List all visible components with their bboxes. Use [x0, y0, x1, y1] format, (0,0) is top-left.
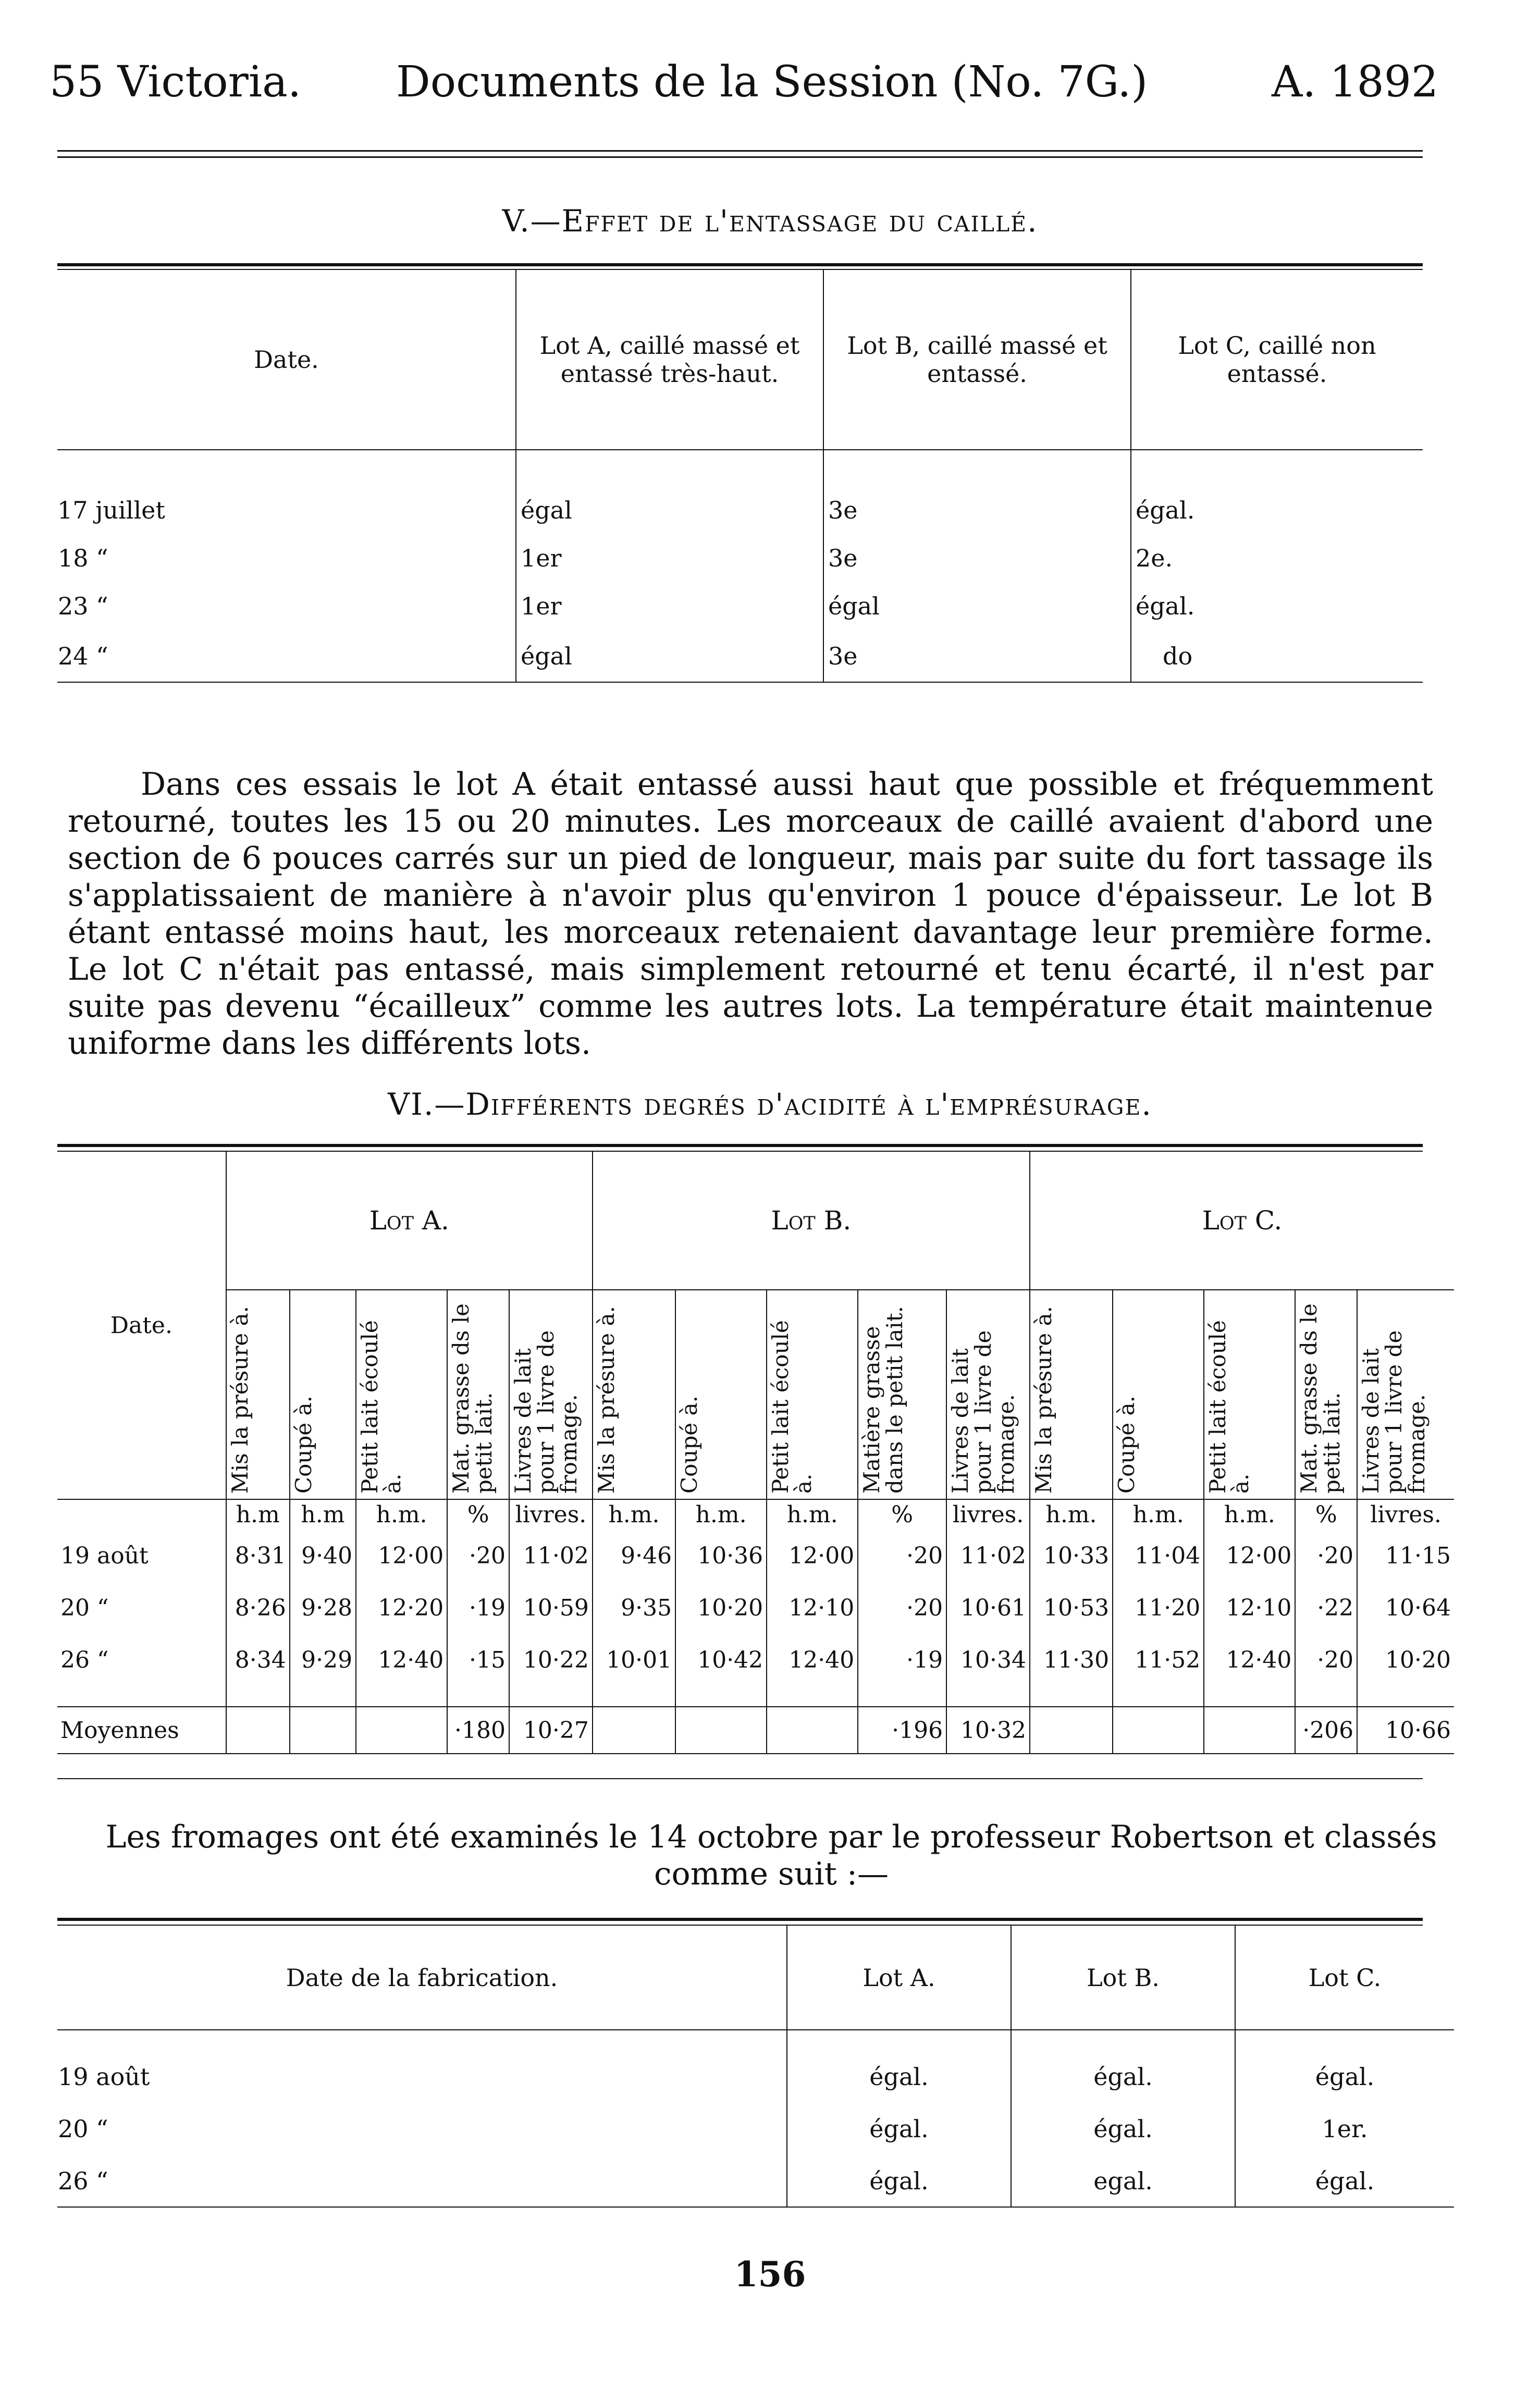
cell-b-0: 10·01 [593, 1634, 675, 1686]
header-rule-2 [57, 156, 1423, 158]
cell-b-2: 12·40 [767, 1634, 858, 1686]
running-head-left: 55 Victoria. [50, 57, 302, 107]
unit-c-3: % [1295, 1499, 1357, 1530]
cell-a-0: 8·31 [226, 1530, 290, 1582]
cell-a-0: 8·26 [226, 1582, 290, 1634]
unit-b-1: h.m. [675, 1499, 767, 1530]
running-head-right: A. 1892 [1272, 57, 1439, 107]
averages-label: Moyennes [57, 1707, 226, 1754]
unit-b-3: % [858, 1499, 946, 1530]
unit-c-4: livres. [1357, 1499, 1454, 1530]
section-vi-bottom-rule [57, 1778, 1423, 1779]
unit-b-4: livres. [946, 1499, 1030, 1530]
cell-b-1: 10·20 [675, 1582, 767, 1634]
cell-a: égal. [787, 2051, 1011, 2103]
row-date: 19 août [60, 1542, 149, 1569]
col-lot-c: Lot C. [1235, 1926, 1454, 2030]
row-date: 23 “ [58, 592, 108, 620]
subheader-b-1 [675, 1290, 767, 1499]
subheader-text: Mat. grasse ds le petit lait. [448, 1303, 497, 1494]
subheader-c-3 [1295, 1290, 1357, 1499]
cell-a-3: ·19 [447, 1582, 509, 1634]
unit-c-0: h.m. [1030, 1499, 1113, 1530]
avg-a-3: ·180 [447, 1707, 509, 1754]
cell-a-4: 10·59 [509, 1582, 593, 1634]
cell-a: égal. [787, 2103, 1011, 2155]
table-row [57, 2051, 1454, 2103]
avg-c-3: ·206 [1295, 1707, 1357, 1754]
avg-empty [290, 1707, 356, 1754]
subheader-text: Mis la présure à. [1030, 1305, 1056, 1494]
paragraph-2: Les fromages ont été examinés le 14 octobre par le professeur Robertson et classés comme suit :— [105, 1819, 1437, 1892]
subheader-text: Petit lait écoulé à. [768, 1320, 817, 1494]
avg-empty [356, 1707, 447, 1754]
cell-b-1: 10·36 [675, 1530, 767, 1582]
avg-empty [675, 1707, 767, 1754]
table-row [57, 1530, 1454, 1582]
cell-b-3: ·19 [858, 1634, 946, 1686]
cell-c-0: 10·53 [1030, 1582, 1113, 1634]
running-head-center: Documents de la Session (No. 7G.) [396, 57, 1148, 107]
subheader-c-0 [1030, 1290, 1113, 1499]
paragraph-1: Dans ces essais le lot A était entassé aussi haut que possible et fréquemment retourné, toutes les 15 ou 20 minutes. Les morceaux de caillé avaient d'abord une section de 6 pouces carrés sur un pied de longueur, mais par suite du fort tassage ils s'applatissaient de manière à n'avoir plus qu'environ 1 pouce d'épaisseur. Le lot B étant entassé moins haut, les morceaux retenaient davantage leur première forme. Le lot C n'était pas entassé, mais simplement retourné et tenu écarté, il n'est par suite pas devenu “écailleux” comme les autres lots. La température était maintenue uniforme dans les différents lots. [68, 766, 1433, 1062]
section-v-table [57, 270, 1423, 683]
row-date: 20 “ [58, 2115, 108, 2143]
table-row [57, 486, 1423, 534]
cell-c-2: 12·40 [1204, 1634, 1295, 1686]
cell-a-1: 9·29 [290, 1634, 356, 1686]
cell-c-3: ·22 [1295, 1582, 1357, 1634]
row-date: 18 “ [58, 544, 108, 572]
cell-b: égal. [1011, 2103, 1235, 2155]
unit-a-4: livres. [509, 1499, 593, 1530]
section-vii-table [57, 1926, 1454, 2208]
subheader-c-1 [1113, 1290, 1204, 1499]
subheader-text: Petit lait écoulé à. [1205, 1320, 1254, 1494]
row-date: 26 “ [57, 2155, 787, 2207]
subheader-a-1 [290, 1290, 356, 1499]
subheader-text: Matière grasse dans le petit lait. [859, 1306, 908, 1494]
cell-a-4: 11·02 [509, 1530, 593, 1582]
unit-c-2: h.m. [1204, 1499, 1295, 1530]
section-vii-top-rule [57, 1918, 1423, 1921]
avg-c-4: 10·66 [1357, 1707, 1454, 1754]
cell-c: égal. [1235, 2051, 1454, 2103]
cell-c: 2e. [1131, 534, 1423, 582]
row-date: 19 août [58, 2063, 150, 2091]
cell-c: égal. [1235, 2155, 1454, 2207]
cell-b: 3e [823, 534, 1131, 582]
cell-c-3: ·20 [1295, 1530, 1357, 1582]
cell-c-4: 10·64 [1357, 1582, 1454, 1634]
unit-a-3: % [447, 1499, 509, 1530]
cell-b-3: ·20 [858, 1530, 946, 1582]
cell-c-3: ·20 [1295, 1634, 1357, 1686]
section-v-title: V.—Effet de l'entassage du caillé. [502, 203, 1038, 239]
unit-b-0: h.m. [593, 1499, 675, 1530]
table-row [57, 2155, 1454, 2207]
section-vi-table [57, 1152, 1454, 1754]
cell-c: égal. [1131, 582, 1423, 630]
unit-b-2: h.m. [767, 1499, 858, 1530]
header-rule-1 [57, 150, 1423, 152]
cell-c-4: 10·20 [1357, 1634, 1454, 1686]
avg-empty [1113, 1707, 1204, 1754]
avg-empty [1030, 1707, 1113, 1754]
cell-b-4: 11·02 [946, 1530, 1030, 1582]
cell-c-4: 11·15 [1357, 1530, 1454, 1582]
cell-c: do [1131, 630, 1423, 682]
cell-c-0: 10·33 [1030, 1530, 1113, 1582]
cell-a: 1er [516, 534, 823, 582]
section-vi-top-rule [57, 1144, 1423, 1147]
averages-row [57, 1707, 1454, 1754]
col-date: Date. [57, 1152, 226, 1499]
page-number: 156 [734, 2254, 806, 2295]
avg-empty [593, 1707, 675, 1754]
cell-c-1: 11·04 [1113, 1530, 1204, 1582]
unit-a-1: h.m [290, 1499, 356, 1530]
cell-b-0: 9·35 [593, 1582, 675, 1634]
col-lot-c: Lot C, caillé non entassé. [1131, 270, 1423, 450]
col-date-fabrication: Date de la fabrication. [57, 1926, 787, 2030]
cell-b-4: 10·61 [946, 1582, 1030, 1634]
lot-a-header: Lot A. [226, 1152, 593, 1290]
row-date: 20 “ [60, 1594, 109, 1621]
unit-c-1: h.m. [1113, 1499, 1204, 1530]
cell-b-0: 9·46 [593, 1530, 675, 1582]
cell-c-0: 11·30 [1030, 1634, 1113, 1686]
table-row [57, 582, 1423, 630]
cell-b: 3e [823, 630, 1131, 682]
section-vi-title: VI.—Différents degrés d'acidité à l'emprésurage. [388, 1087, 1152, 1122]
cell-a-3: ·20 [447, 1530, 509, 1582]
table-row [57, 1634, 1454, 1686]
lot-b-header: Lot B. [593, 1152, 1030, 1290]
avg-a-4: 10·27 [509, 1707, 593, 1754]
subheader-b-4 [946, 1290, 1030, 1499]
cell-c-2: 12·00 [1204, 1530, 1295, 1582]
cell-a-0: 8·34 [226, 1634, 290, 1686]
avg-empty [767, 1707, 858, 1754]
subheader-text: Livres de lait pour 1 livre de fromage. [1358, 1330, 1430, 1494]
subheader-text: Coupé à. [290, 1396, 316, 1494]
subheader-text: Mis la présure à. [227, 1305, 253, 1494]
subheader-text: Livres de lait pour 1 livre de fromage. [947, 1330, 1019, 1494]
cell-a-1: 9·28 [290, 1582, 356, 1634]
subheader-text: Mat. grasse ds le petit lait. [1296, 1303, 1345, 1494]
subheader-text: Petit lait écoulé à. [357, 1320, 406, 1494]
subheader-a-3 [447, 1290, 509, 1499]
subheader-a-2 [356, 1290, 447, 1499]
table-row [57, 1582, 1454, 1634]
table-row [57, 534, 1423, 582]
cell-a-4: 10·22 [509, 1634, 593, 1686]
cell-a-2: 12·00 [356, 1530, 447, 1582]
avg-empty [1204, 1707, 1295, 1754]
subheader-text: Coupé à. [676, 1396, 703, 1494]
avg-b-4: 10·32 [946, 1707, 1030, 1754]
section-v-top-rule [57, 263, 1423, 266]
cell-a-2: 12·40 [356, 1634, 447, 1686]
cell-a: égal [516, 630, 823, 682]
unit-a-0: h.m [226, 1499, 290, 1530]
cell-c: égal. [1131, 486, 1423, 534]
cell-c-1: 11·20 [1113, 1582, 1204, 1634]
subheader-b-3 [858, 1290, 946, 1499]
cell-b-2: 12·10 [767, 1582, 858, 1634]
cell-b: égal [823, 582, 1131, 630]
subheader-a-4 [509, 1290, 593, 1499]
cell-b: egal. [1011, 2155, 1235, 2207]
subheader-c-2 [1204, 1290, 1295, 1499]
col-lot-b: Lot B, caillé massé et entassé. [823, 270, 1131, 450]
avg-empty [226, 1707, 290, 1754]
cell-a: 1er [516, 582, 823, 630]
subheader-b-0 [593, 1290, 675, 1499]
cell-b-2: 12·00 [767, 1530, 858, 1582]
cell-a-2: 12·20 [356, 1582, 447, 1634]
subheader-text: Mis la présure à. [593, 1305, 619, 1494]
row-date: 26 “ [60, 1646, 109, 1673]
col-date: Date. [57, 270, 516, 450]
row-date: 17 juillet [57, 496, 165, 524]
cell-a: égal. [787, 2155, 1011, 2207]
subheader-text: Livres de lait pour 1 livre de fromage. [510, 1330, 582, 1494]
table-row [57, 630, 1423, 682]
cell-a-1: 9·40 [290, 1530, 356, 1582]
col-lot-b: Lot B. [1011, 1926, 1235, 2030]
cell-b: égal. [1011, 2051, 1235, 2103]
subheader-a-0 [226, 1290, 290, 1499]
col-lot-a: Lot A, caillé massé et entassé très-haut. [516, 270, 823, 450]
cell-c-1: 11·52 [1113, 1634, 1204, 1686]
unit-a-2: h.m. [356, 1499, 447, 1530]
cell-b: 3e [823, 486, 1131, 534]
cell-a-3: ·15 [447, 1634, 509, 1686]
row-date: 24 “ [57, 630, 516, 682]
cell-b-3: ·20 [858, 1582, 946, 1634]
cell-b-4: 10·34 [946, 1634, 1030, 1686]
cell-a: égal [516, 486, 823, 534]
avg-b-3: ·196 [858, 1707, 946, 1754]
subheader-b-2 [767, 1290, 858, 1499]
cell-c: 1er. [1235, 2103, 1454, 2155]
subheader-text: Coupé à. [1114, 1396, 1140, 1494]
table-row [57, 2103, 1454, 2155]
subheader-c-4 [1357, 1290, 1454, 1499]
cell-b-1: 10·42 [675, 1634, 767, 1686]
col-lot-a: Lot A. [787, 1926, 1011, 2030]
lot-c-header: Lot C. [1030, 1152, 1454, 1290]
cell-c-2: 12·10 [1204, 1582, 1295, 1634]
